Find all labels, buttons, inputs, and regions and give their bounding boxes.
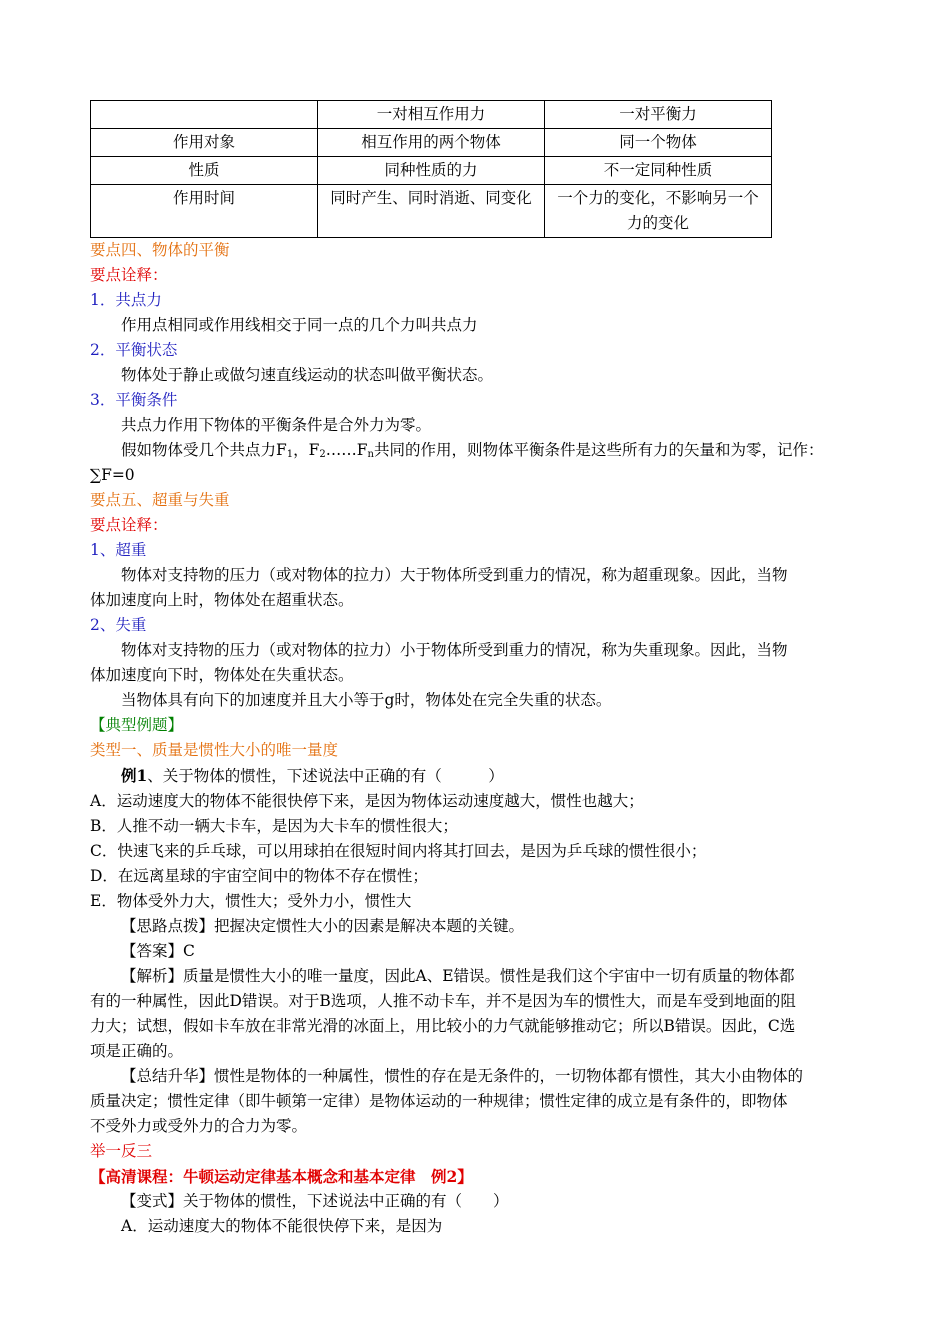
text-fragment: 假如物体受几个共点力F: [121, 441, 287, 459]
answer-text: 【答案】C: [121, 942, 195, 960]
analysis-text: 力大；试想，假如卡车放在非常光滑的冰面上，用比较小的力气就能够推动它；所以B错误。因此，C选: [90, 1017, 796, 1035]
table-cell: 同时产生、同时消逝、同变化: [318, 185, 545, 238]
summary-text: 质量决定；惯性定律（即牛顿第一定律）是物体运动的一种规律；惯性定律的成立是有条件的，即物体: [90, 1092, 788, 1110]
comparison-table: [90, 100, 772, 238]
summary-text: 不受外力或受外力的合力为零。: [90, 1117, 308, 1135]
item-text: 物体对支持物的压力（或对物体的拉力）大于物体所受到重力的情况，称为超重现象。因此，当物: [121, 566, 788, 584]
item-title: 1．共点力: [90, 291, 162, 309]
table-cell: 不一定同种性质: [545, 157, 772, 185]
item-text: 物体处于静止或做匀速直线运动的状态叫做平衡状态。: [121, 366, 494, 384]
hint-text: 【思路点拨】把握决定惯性大小的因素是解决本题的关键。: [121, 917, 525, 935]
analysis-text: 项是正确的。: [90, 1042, 184, 1060]
table-row: [91, 185, 772, 238]
subscript: 2: [319, 449, 326, 460]
option-item: A．运动速度大的物体不能很快停下来，是因为物体运动速度越大，惯性也越大；: [90, 792, 644, 810]
item-text: 物体对支持物的压力（或对物体的拉力）小于物体所受到重力的情况，称为失重现象。因此，当物: [121, 641, 788, 659]
item-text: 当物体具有向下的加速度并且大小等于g时，物体处在完全失重的状态。: [121, 691, 612, 709]
question-text: 、关于物体的惯性，下述说法中正确的有（ ）: [147, 767, 504, 785]
table-cell: 同一个物体: [545, 129, 772, 157]
text-fragment: ，F: [293, 441, 320, 459]
table-cell: 同种性质的力: [318, 157, 545, 185]
analysis-text: 【解析】质量是惯性大小的唯一量度，因此A、E错误。惯性是我们这个宇宙中一切有质量的物体都: [121, 967, 795, 985]
item-title: 3．平衡条件: [90, 391, 178, 409]
item-title: 1、超重: [90, 541, 147, 559]
table-cell: 相互作用的两个物体: [318, 129, 545, 157]
variant-question: 【变式】关于物体的惯性，下述说法中正确的有（ ）: [121, 1192, 509, 1210]
item-text: 体加速度向下时，物体处在失重状态。: [90, 666, 354, 684]
table-row: [91, 129, 772, 157]
type-title: 类型一、质量是惯性大小的唯一量度: [90, 741, 339, 759]
examples-heading: 【典型例题】: [90, 716, 184, 734]
table-cell: 作用对象: [91, 129, 318, 157]
table-header-cell: 一对相互作用力: [318, 101, 545, 129]
option-item: C．快速飞来的乒乓球，可以用球拍在很短时间内将其打回去，是因为乒乓球的惯性很小；: [90, 842, 707, 860]
section-title: 要点四、物体的平衡: [90, 241, 230, 259]
summary-text: 【总结升华】惯性是物体的一种属性，惯性的存在是无条件的，一切物体都有惯性，其大小由物体的: [121, 1067, 804, 1085]
option-item: E．物体受外力大，惯性大；受外力小，惯性大: [90, 892, 412, 910]
example-label: 例1: [121, 766, 148, 785]
item-text: 作用点相同或作用线相交于同一点的几个力叫共点力: [121, 316, 478, 334]
subscript: n: [367, 449, 374, 460]
table-cell: 作用时间: [91, 185, 318, 238]
item-title: 2、失重: [90, 616, 147, 634]
equilibrium-condition-text: [90, 438, 880, 463]
text-fragment: ……F: [325, 441, 368, 459]
analysis-text: 有的一种属性，因此D错误。对于B选项，人推不动卡车，并不是因为车的惯性大，而是车受到地面的阻: [90, 992, 796, 1010]
item-title: 2．平衡状态: [90, 341, 178, 359]
table-cell: 性质: [91, 157, 318, 185]
course-link[interactable]: 【高清课程：牛顿运动定律基本概念和基本定律 例2】: [90, 1167, 473, 1186]
table-header-cell: [91, 101, 318, 129]
item-text: 体加速度向上时，物体处在超重状态。: [90, 591, 354, 609]
variant-option: A．运动速度大的物体不能很快停下来，是因为: [121, 1217, 443, 1235]
example-question: [90, 763, 880, 789]
formula: ∑F=0: [90, 466, 135, 484]
practice-heading: 举一反三: [90, 1142, 153, 1160]
item-text: 共点力作用下物体的平衡条件是合外力为零。: [121, 416, 432, 434]
table-header-cell: 一对平衡力: [545, 101, 772, 129]
document-page: [90, 100, 880, 1239]
text-fragment: 共同的作用，则物体平衡条件是这些所有力的矢量和为零，记作：: [374, 441, 824, 459]
explain-label: 要点诠释：: [90, 516, 168, 534]
section-title: 要点五、超重与失重: [90, 491, 230, 509]
table-header-row: [91, 101, 772, 129]
subscript: 1: [286, 449, 294, 460]
option-item: D．在远离星球的宇宙空间中的物体不存在惯性；: [90, 867, 428, 885]
table-row: [91, 157, 772, 185]
option-item: B．人推不动一辆大卡车，是因为大卡车的惯性很大；: [90, 817, 458, 835]
explain-label: 要点诠释：: [90, 266, 168, 284]
table-cell: 一个力的变化，不影响另一个力的变化: [545, 185, 772, 238]
